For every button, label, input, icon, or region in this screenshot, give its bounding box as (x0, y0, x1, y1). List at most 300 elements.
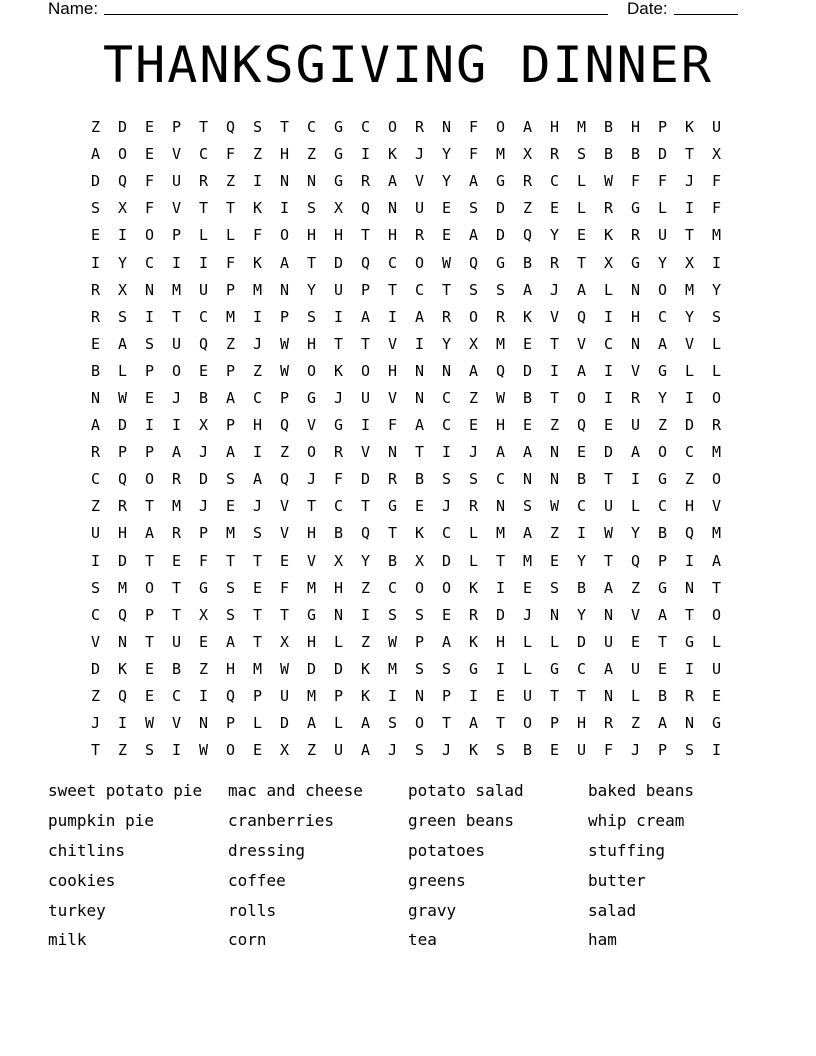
grid-letter[interactable]: V (387, 388, 398, 407)
grid-letter[interactable]: J (630, 741, 641, 760)
grid-letter[interactable]: N (333, 605, 344, 624)
grid-letter[interactable]: F (225, 145, 236, 164)
grid-letter[interactable]: Q (225, 687, 236, 706)
grid-letter[interactable]: I (198, 253, 209, 272)
grid-letter[interactable]: P (279, 307, 290, 326)
grid-letter[interactable]: I (252, 307, 263, 326)
name-field[interactable] (104, 0, 608, 15)
grid-letter[interactable]: H (387, 361, 398, 380)
grid-letter[interactable]: L (522, 632, 533, 651)
grid-letter[interactable]: E (576, 443, 587, 462)
grid-letter[interactable]: A (441, 632, 452, 651)
grid-letter[interactable]: E (603, 416, 614, 435)
grid-letter[interactable]: C (252, 388, 263, 407)
grid-letter[interactable]: Y (360, 551, 371, 570)
grid-letter[interactable]: U (711, 659, 722, 678)
grid-letter[interactable]: J (441, 497, 452, 516)
grid-letter[interactable]: U (576, 741, 587, 760)
grid-letter[interactable]: N (117, 632, 128, 651)
grid-letter[interactable]: W (387, 632, 398, 651)
grid-letter[interactable]: Q (279, 416, 290, 435)
grid-letter[interactable]: S (522, 497, 533, 516)
grid-letter[interactable]: E (414, 497, 425, 516)
grid-letter[interactable]: V (549, 307, 560, 326)
grid-letter[interactable]: Z (630, 714, 641, 733)
grid-letter[interactable]: X (603, 253, 614, 272)
grid-letter[interactable]: E (522, 334, 533, 353)
grid-letter[interactable]: R (468, 497, 479, 516)
grid-letter[interactable]: Y (711, 280, 722, 299)
grid-letter[interactable]: G (495, 172, 506, 191)
grid-letter[interactable]: D (306, 659, 317, 678)
grid-letter[interactable]: C (171, 687, 182, 706)
grid-letter[interactable]: L (225, 226, 236, 245)
grid-letter[interactable]: F (144, 199, 155, 218)
grid-letter[interactable]: S (468, 280, 479, 299)
grid-letter[interactable]: A (414, 416, 425, 435)
grid-letter[interactable]: U (603, 632, 614, 651)
grid-letter[interactable]: M (711, 226, 722, 245)
grid-letter[interactable]: E (252, 578, 263, 597)
grid-letter[interactable]: T (360, 226, 371, 245)
grid-letter[interactable]: G (711, 714, 722, 733)
grid-letter[interactable]: W (603, 524, 614, 543)
grid-letter[interactable]: N (144, 280, 155, 299)
grid-letter[interactable]: P (657, 741, 668, 760)
grid-letter[interactable]: K (468, 741, 479, 760)
grid-letter[interactable]: P (144, 443, 155, 462)
grid-letter[interactable]: Q (279, 470, 290, 489)
grid-letter[interactable]: Q (198, 334, 209, 353)
grid-letter[interactable]: D (684, 416, 695, 435)
grid-letter[interactable]: L (630, 497, 641, 516)
grid-letter[interactable]: V (414, 172, 425, 191)
grid-letter[interactable]: Z (198, 659, 209, 678)
grid-letter[interactable]: H (684, 497, 695, 516)
grid-letter[interactable]: D (333, 659, 344, 678)
grid-letter[interactable]: U (198, 280, 209, 299)
grid-letter[interactable]: O (171, 361, 182, 380)
grid-letter[interactable]: A (711, 551, 722, 570)
grid-letter[interactable]: K (333, 361, 344, 380)
grid-letter[interactable]: R (333, 443, 344, 462)
grid-letter[interactable]: F (198, 551, 209, 570)
grid-letter[interactable]: I (360, 145, 371, 164)
grid-letter[interactable]: P (414, 632, 425, 651)
grid-letter[interactable]: M (495, 524, 506, 543)
grid-letter[interactable]: B (171, 659, 182, 678)
grid-letter[interactable]: Z (549, 416, 560, 435)
grid-letter[interactable]: C (441, 388, 452, 407)
grid-letter[interactable]: Q (684, 524, 695, 543)
grid-letter[interactable]: S (252, 118, 263, 137)
grid-letter[interactable]: T (549, 334, 560, 353)
grid-letter[interactable]: X (684, 253, 695, 272)
grid-letter[interactable]: C (144, 253, 155, 272)
grid-letter[interactable]: A (117, 334, 128, 353)
grid-letter[interactable]: M (522, 551, 533, 570)
grid-letter[interactable]: T (144, 632, 155, 651)
grid-letter[interactable]: S (468, 470, 479, 489)
grid-letter[interactable]: Z (306, 741, 317, 760)
grid-letter[interactable]: Z (657, 416, 668, 435)
grid-letter[interactable]: E (549, 199, 560, 218)
grid-letter[interactable]: H (252, 416, 263, 435)
grid-letter[interactable]: L (657, 199, 668, 218)
grid-letter[interactable]: B (198, 388, 209, 407)
grid-letter[interactable]: M (387, 659, 398, 678)
grid-letter[interactable]: M (306, 687, 317, 706)
grid-letter[interactable]: D (657, 145, 668, 164)
grid-letter[interactable]: I (711, 253, 722, 272)
grid-letter[interactable]: L (711, 632, 722, 651)
grid-letter[interactable]: T (252, 605, 263, 624)
grid-letter[interactable]: B (603, 118, 614, 137)
grid-letter[interactable]: Z (360, 578, 371, 597)
grid-letter[interactable]: Q (225, 118, 236, 137)
grid-letter[interactable]: T (360, 334, 371, 353)
grid-letter[interactable]: M (684, 280, 695, 299)
grid-letter[interactable]: Y (630, 524, 641, 543)
grid-letter[interactable]: D (198, 470, 209, 489)
grid-letter[interactable]: V (684, 334, 695, 353)
grid-letter[interactable]: F (279, 578, 290, 597)
grid-letter[interactable]: G (333, 118, 344, 137)
grid-letter[interactable]: R (198, 172, 209, 191)
grid-letter[interactable]: O (279, 226, 290, 245)
grid-letter[interactable]: S (252, 524, 263, 543)
grid-letter[interactable]: I (117, 226, 128, 245)
grid-letter[interactable]: Z (90, 118, 101, 137)
grid-letter[interactable]: S (144, 741, 155, 760)
grid-letter[interactable]: A (657, 605, 668, 624)
grid-letter[interactable]: R (90, 280, 101, 299)
grid-letter[interactable]: O (522, 714, 533, 733)
grid-letter[interactable]: J (468, 443, 479, 462)
grid-letter[interactable]: C (306, 118, 317, 137)
grid-letter[interactable]: I (576, 524, 587, 543)
grid-letter[interactable]: D (441, 551, 452, 570)
grid-letter[interactable]: P (171, 118, 182, 137)
grid-letter[interactable]: T (171, 307, 182, 326)
grid-letter[interactable]: F (144, 172, 155, 191)
grid-letter[interactable]: U (414, 199, 425, 218)
grid-letter[interactable]: A (90, 145, 101, 164)
grid-letter[interactable]: N (549, 605, 560, 624)
grid-letter[interactable]: A (468, 361, 479, 380)
grid-letter[interactable]: O (414, 253, 425, 272)
grid-letter[interactable]: A (603, 578, 614, 597)
grid-letter[interactable]: J (171, 388, 182, 407)
grid-letter[interactable]: L (468, 524, 479, 543)
grid-letter[interactable]: A (522, 118, 533, 137)
grid-letter[interactable]: D (495, 226, 506, 245)
grid-letter[interactable]: V (171, 714, 182, 733)
grid-letter[interactable]: Q (117, 172, 128, 191)
grid-letter[interactable]: Q (468, 253, 479, 272)
grid-letter[interactable]: E (225, 497, 236, 516)
grid-letter[interactable]: C (657, 307, 668, 326)
grid-letter[interactable]: N (684, 714, 695, 733)
grid-letter[interactable]: H (495, 416, 506, 435)
grid-letter[interactable]: E (441, 605, 452, 624)
grid-letter[interactable]: A (522, 280, 533, 299)
grid-letter[interactable]: S (711, 307, 722, 326)
grid-letter[interactable]: X (198, 605, 209, 624)
grid-letter[interactable]: T (306, 253, 317, 272)
grid-letter[interactable]: D (522, 361, 533, 380)
grid-letter[interactable]: T (198, 199, 209, 218)
grid-letter[interactable]: G (657, 578, 668, 597)
grid-letter[interactable]: V (711, 497, 722, 516)
grid-letter[interactable]: A (225, 388, 236, 407)
grid-letter[interactable]: U (522, 687, 533, 706)
grid-letter[interactable]: W (198, 741, 209, 760)
grid-letter[interactable]: T (279, 118, 290, 137)
grid-letter[interactable]: A (144, 524, 155, 543)
grid-letter[interactable]: G (387, 497, 398, 516)
grid-letter[interactable]: U (360, 388, 371, 407)
grid-letter[interactable]: Z (630, 578, 641, 597)
grid-letter[interactable]: P (252, 687, 263, 706)
grid-letter[interactable]: R (630, 388, 641, 407)
grid-letter[interactable]: L (117, 361, 128, 380)
grid-letter[interactable]: P (144, 605, 155, 624)
grid-letter[interactable]: E (549, 551, 560, 570)
grid-letter[interactable]: K (117, 659, 128, 678)
grid-letter[interactable]: L (630, 687, 641, 706)
grid-letter[interactable]: R (414, 226, 425, 245)
grid-letter[interactable]: I (603, 307, 614, 326)
grid-letter[interactable]: G (306, 388, 317, 407)
grid-letter[interactable]: O (468, 307, 479, 326)
grid-letter[interactable]: R (468, 605, 479, 624)
grid-letter[interactable]: F (252, 226, 263, 245)
grid-letter[interactable]: Z (279, 443, 290, 462)
grid-letter[interactable]: C (441, 416, 452, 435)
grid-letter[interactable]: U (171, 632, 182, 651)
grid-letter[interactable]: M (495, 145, 506, 164)
grid-letter[interactable]: R (684, 687, 695, 706)
grid-letter[interactable]: C (441, 524, 452, 543)
grid-letter[interactable]: I (684, 388, 695, 407)
grid-letter[interactable]: N (495, 497, 506, 516)
grid-letter[interactable]: Y (117, 253, 128, 272)
grid-letter[interactable]: G (333, 145, 344, 164)
grid-letter[interactable]: R (90, 443, 101, 462)
grid-letter[interactable]: S (225, 578, 236, 597)
grid-letter[interactable]: I (360, 605, 371, 624)
grid-letter[interactable]: N (306, 172, 317, 191)
grid-letter[interactable]: N (279, 172, 290, 191)
grid-letter[interactable]: A (360, 307, 371, 326)
grid-letter[interactable]: R (522, 172, 533, 191)
grid-letter[interactable]: T (171, 605, 182, 624)
grid-letter[interactable]: I (603, 388, 614, 407)
grid-letter[interactable]: Q (117, 605, 128, 624)
grid-letter[interactable]: V (279, 497, 290, 516)
grid-letter[interactable]: C (414, 280, 425, 299)
grid-letter[interactable]: A (468, 226, 479, 245)
grid-letter[interactable]: Q (495, 361, 506, 380)
grid-letter[interactable]: T (90, 741, 101, 760)
grid-letter[interactable]: S (90, 199, 101, 218)
grid-letter[interactable]: T (576, 687, 587, 706)
grid-letter[interactable]: P (144, 361, 155, 380)
grid-letter[interactable]: M (252, 280, 263, 299)
grid-letter[interactable]: O (441, 578, 452, 597)
grid-letter[interactable]: I (684, 551, 695, 570)
grid-letter[interactable]: Q (360, 199, 371, 218)
grid-letter[interactable]: R (387, 470, 398, 489)
grid-letter[interactable]: D (333, 253, 344, 272)
grid-letter[interactable]: I (117, 714, 128, 733)
grid-letter[interactable]: F (333, 470, 344, 489)
grid-letter[interactable]: E (144, 687, 155, 706)
grid-letter[interactable]: T (171, 578, 182, 597)
grid-letter[interactable]: U (657, 226, 668, 245)
grid-letter[interactable]: J (252, 497, 263, 516)
grid-letter[interactable]: S (306, 199, 317, 218)
grid-letter[interactable]: H (333, 226, 344, 245)
grid-letter[interactable]: S (414, 659, 425, 678)
grid-letter[interactable]: R (414, 118, 425, 137)
grid-letter[interactable]: T (387, 280, 398, 299)
grid-letter[interactable]: O (711, 388, 722, 407)
grid-letter[interactable]: E (522, 416, 533, 435)
grid-letter[interactable]: M (171, 497, 182, 516)
grid-letter[interactable]: D (117, 118, 128, 137)
grid-letter[interactable]: I (90, 253, 101, 272)
grid-letter[interactable]: N (414, 361, 425, 380)
grid-letter[interactable]: S (549, 578, 560, 597)
grid-letter[interactable]: N (603, 687, 614, 706)
grid-letter[interactable]: B (576, 578, 587, 597)
grid-letter[interactable]: A (360, 714, 371, 733)
grid-letter[interactable]: T (576, 253, 587, 272)
grid-letter[interactable]: W (549, 497, 560, 516)
grid-letter[interactable]: H (333, 578, 344, 597)
grid-letter[interactable]: K (252, 253, 263, 272)
grid-letter[interactable]: O (144, 578, 155, 597)
date-field[interactable] (674, 0, 738, 15)
grid-letter[interactable]: N (414, 687, 425, 706)
grid-letter[interactable]: J (90, 714, 101, 733)
grid-letter[interactable]: I (630, 470, 641, 489)
grid-letter[interactable]: S (414, 605, 425, 624)
grid-letter[interactable]: N (198, 714, 209, 733)
grid-letter[interactable]: R (171, 470, 182, 489)
grid-letter[interactable]: C (387, 578, 398, 597)
grid-letter[interactable]: E (549, 741, 560, 760)
grid-letter[interactable]: A (171, 443, 182, 462)
grid-letter[interactable]: Z (549, 524, 560, 543)
grid-letter[interactable]: O (495, 118, 506, 137)
grid-letter[interactable]: T (495, 551, 506, 570)
grid-letter[interactable]: O (117, 145, 128, 164)
grid-letter[interactable]: F (657, 172, 668, 191)
grid-letter[interactable]: Q (360, 253, 371, 272)
grid-letter[interactable]: J (333, 388, 344, 407)
grid-letter[interactable]: E (630, 632, 641, 651)
grid-letter[interactable]: J (441, 741, 452, 760)
grid-letter[interactable]: J (306, 470, 317, 489)
grid-letter[interactable]: T (144, 497, 155, 516)
grid-letter[interactable]: H (387, 226, 398, 245)
grid-letter[interactable]: S (225, 470, 236, 489)
grid-letter[interactable]: K (522, 307, 533, 326)
grid-letter[interactable]: I (441, 443, 452, 462)
grid-letter[interactable]: T (360, 497, 371, 516)
grid-letter[interactable]: H (306, 632, 317, 651)
grid-letter[interactable]: W (603, 172, 614, 191)
grid-letter[interactable]: I (684, 199, 695, 218)
grid-letter[interactable]: T (495, 714, 506, 733)
grid-letter[interactable]: N (387, 443, 398, 462)
grid-letter[interactable]: G (333, 172, 344, 191)
grid-letter[interactable]: O (414, 714, 425, 733)
grid-letter[interactable]: D (117, 416, 128, 435)
grid-letter[interactable]: E (90, 334, 101, 353)
grid-letter[interactable]: O (306, 443, 317, 462)
grid-letter[interactable]: D (90, 659, 101, 678)
grid-letter[interactable]: O (144, 470, 155, 489)
grid-letter[interactable]: T (441, 280, 452, 299)
grid-letter[interactable]: W (144, 714, 155, 733)
grid-letter[interactable]: R (711, 416, 722, 435)
grid-letter[interactable]: S (90, 578, 101, 597)
grid-letter[interactable]: Y (441, 145, 452, 164)
grid-letter[interactable]: K (468, 578, 479, 597)
grid-letter[interactable]: J (387, 741, 398, 760)
grid-letter[interactable]: N (522, 470, 533, 489)
grid-letter[interactable]: H (576, 714, 587, 733)
grid-letter[interactable]: M (171, 280, 182, 299)
grid-letter[interactable]: U (333, 741, 344, 760)
grid-letter[interactable]: Q (630, 551, 641, 570)
grid-letter[interactable]: X (279, 741, 290, 760)
grid-letter[interactable]: I (144, 416, 155, 435)
grid-letter[interactable]: T (225, 551, 236, 570)
grid-letter[interactable]: T (684, 605, 695, 624)
grid-letter[interactable]: W (495, 388, 506, 407)
grid-letter[interactable]: B (576, 470, 587, 489)
grid-letter[interactable]: X (414, 551, 425, 570)
grid-letter[interactable]: A (495, 443, 506, 462)
grid-letter[interactable]: R (630, 226, 641, 245)
grid-letter[interactable]: N (441, 118, 452, 137)
grid-letter[interactable]: E (198, 632, 209, 651)
grid-letter[interactable]: Y (684, 307, 695, 326)
grid-letter[interactable]: J (684, 172, 695, 191)
grid-letter[interactable]: K (387, 145, 398, 164)
grid-letter[interactable]: W (117, 388, 128, 407)
grid-letter[interactable]: E (495, 687, 506, 706)
grid-letter[interactable]: S (117, 307, 128, 326)
grid-letter[interactable]: R (603, 714, 614, 733)
grid-letter[interactable]: L (576, 199, 587, 218)
grid-letter[interactable]: P (225, 280, 236, 299)
grid-letter[interactable]: O (657, 443, 668, 462)
grid-letter[interactable]: H (630, 307, 641, 326)
grid-letter[interactable]: E (576, 226, 587, 245)
grid-letter[interactable]: S (387, 605, 398, 624)
grid-letter[interactable]: B (522, 741, 533, 760)
grid-letter[interactable]: T (441, 714, 452, 733)
grid-letter[interactable]: D (576, 632, 587, 651)
grid-letter[interactable]: P (171, 226, 182, 245)
grid-letter[interactable]: A (522, 524, 533, 543)
